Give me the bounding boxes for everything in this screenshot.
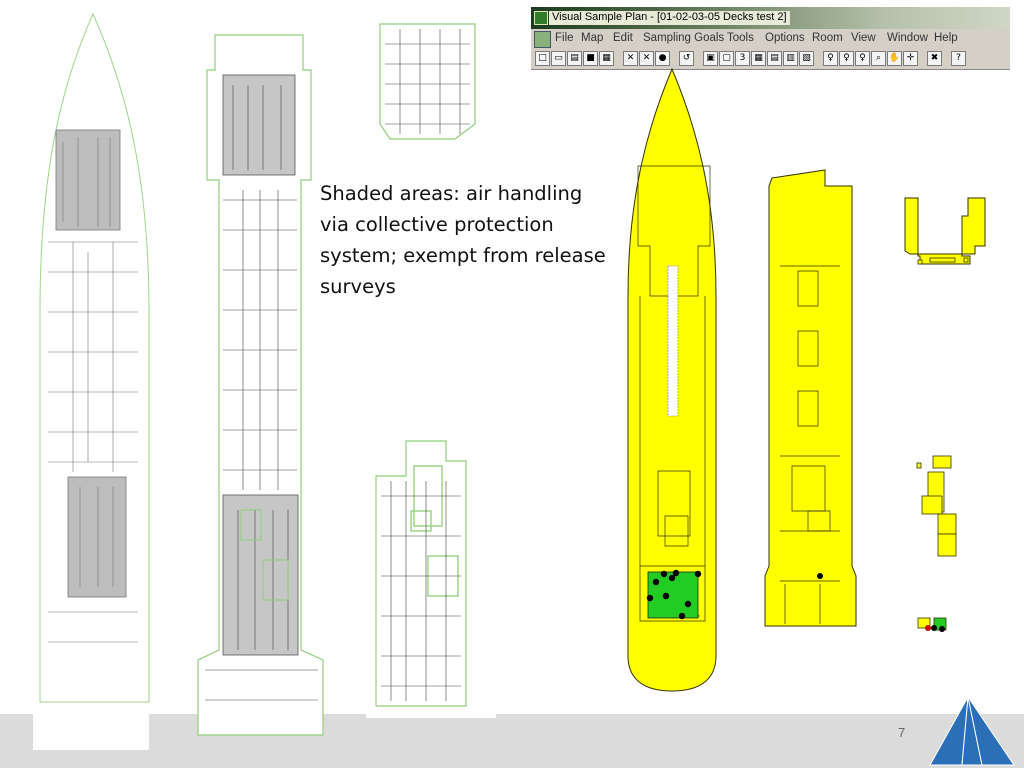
menu-options[interactable]: Options <box>765 32 805 44</box>
vsp-map-canvas[interactable] <box>620 66 1020 696</box>
menu-window[interactable]: Window <box>887 32 928 44</box>
deck-plan-drawing-1 <box>28 12 158 752</box>
menu-file[interactable]: File <box>555 32 574 44</box>
document-icon[interactable] <box>534 31 551 48</box>
deck-fragment-upper[interactable] <box>905 198 985 264</box>
logo-icon <box>924 695 1020 768</box>
table-icon[interactable]: ▤ <box>767 51 782 66</box>
menu-view[interactable]: View <box>851 32 876 44</box>
delete-icon[interactable]: ✖ <box>927 51 942 66</box>
save-icon[interactable]: ■ <box>583 51 598 66</box>
new-file-icon[interactable]: □ <box>535 51 550 66</box>
print-icon[interactable]: ▦ <box>599 51 614 66</box>
menu-bar <box>531 29 1010 49</box>
menu-room[interactable]: Room <box>812 32 843 44</box>
pan-hand-icon[interactable]: ✋ <box>887 51 902 66</box>
menu-map[interactable]: Map <box>581 32 604 44</box>
deck-plan-drawing-4 <box>366 436 496 718</box>
title-bar[interactable] <box>531 7 1010 29</box>
window-title: Visual Sample Plan - [01-02-03-05 Decks test 2] <box>549 11 790 25</box>
menu-help[interactable]: Help <box>934 32 958 44</box>
open-folder-icon[interactable]: ▭ <box>551 51 566 66</box>
pin-3-icon[interactable]: ♀ <box>855 51 870 66</box>
zoom-icon[interactable]: ⌕ <box>871 51 886 66</box>
vsp-window <box>531 7 1010 70</box>
report-icon[interactable]: ▧ <box>799 51 814 66</box>
view-3-icon[interactable]: 3 <box>735 51 750 66</box>
open-map-icon[interactable]: ▤ <box>567 51 582 66</box>
menu-sampling-goals[interactable]: Sampling Goals <box>643 32 725 44</box>
deck-hull-middle[interactable] <box>765 170 856 626</box>
sample-tool-icon[interactable]: ✕ <box>623 51 638 66</box>
undo-icon[interactable]: ↺ <box>679 51 694 66</box>
deck-plan-drawing-2 <box>193 30 329 740</box>
view-1-icon[interactable]: ▣ <box>703 51 718 66</box>
pin-icon[interactable]: ♀ <box>823 51 838 66</box>
deck-plan-drawing-3 <box>370 14 485 146</box>
pin-2-icon[interactable]: ♀ <box>839 51 854 66</box>
grid-icon[interactable]: ▦ <box>751 51 766 66</box>
menu-edit[interactable]: Edit <box>613 32 633 44</box>
page-number: 7 <box>898 725 906 740</box>
help-icon[interactable]: ? <box>951 51 966 66</box>
sample-tool-2-icon[interactable]: ✕ <box>639 51 654 66</box>
binoculars-icon[interactable]: ● <box>655 51 670 66</box>
slide-caption: Shaded areas: air handling via collective protection system; exempt from release surveys <box>320 182 606 298</box>
app-icon <box>534 11 548 25</box>
chart-icon[interactable]: ▥ <box>783 51 798 66</box>
view-2-icon[interactable]: ▢ <box>719 51 734 66</box>
crosshair-icon[interactable]: ✛ <box>903 51 918 66</box>
menu-tools[interactable]: Tools <box>727 32 754 44</box>
